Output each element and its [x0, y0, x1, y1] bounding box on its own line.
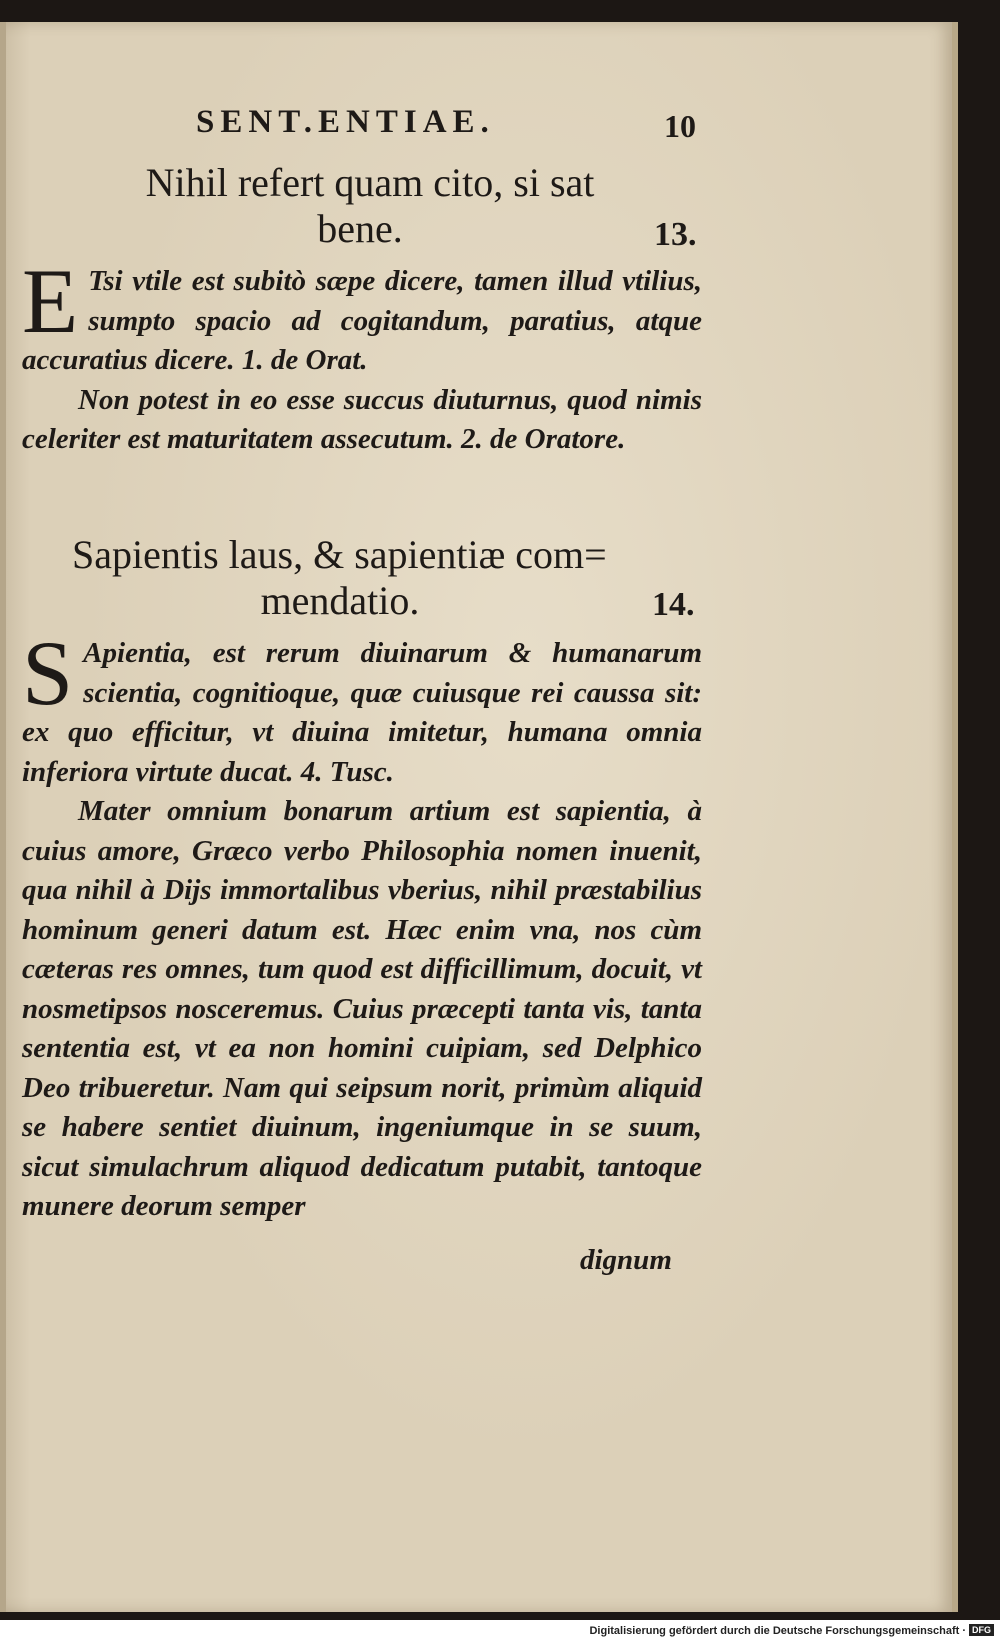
page-number: 10: [664, 108, 696, 144]
dfg-logo: DFG: [969, 1624, 994, 1636]
drop-cap: E: [22, 250, 79, 352]
page-edge: [0, 22, 6, 1612]
heading-line: mendatio.: [260, 578, 420, 623]
section-number: 13.: [654, 216, 697, 253]
paragraph: Mater omnium bonarum artium est sapientia, à cuius amore, Græco verbo Philosophia nomen inuenit, qua nihil à Dijs immortalibus vberius, nihil præstabilius hominum generi datum est. Hæc enim vna, nos cùm cæteras res omnes, tum quod est difficillimum, docuit, vt nosmetipsos nosceremus. Cuius præcepti tanta vis, tanta sententia est, vt ea non homini cuipiam, sed Delphico Deo tribueretur. Nam qui seipsum norit, primùm aliquid se habere sentiet diuinum, ingeniumque in se suum, sicut simulachrum aliquod dedicatum putabit, tantoque munere deorum semper: [22, 795, 702, 1222]
page-header: [0, 104, 952, 148]
drop-cap: S: [22, 622, 74, 724]
paragraph: Non potest in eo esse succus diuturnus, quod nimis celeriter est maturitatem assecutum. 2. de Oratore.: [22, 383, 702, 455]
section-body: [22, 622, 702, 1227]
paragraph-text: Apientia, est rerum diuinarum & humanarum scientia, cognitioque, quæ cuiusque rei caussa sit: ex quo efficitur, vt diuina imitetur, humana omnia inferiora virtute ducat. 4. Tusc.: [22, 637, 702, 788]
paragraph-text: Tsi vtile est subitò sæpe dicere, tamen illud vtilius, sumpto spacio ad cogitandum, paratius, atque accuratius dicere. 1. de Orat.: [22, 265, 702, 376]
running-head: SENT.ENTIAE.: [196, 104, 495, 140]
heading-line: Sapientis laus, & sapientiæ com=: [72, 532, 607, 577]
credit-text: Digitalisierung gefördert durch die Deutsche Forschungsgemeinschaft ·: [589, 1625, 966, 1637]
section-body: [22, 250, 702, 460]
section-number: 14.: [652, 586, 695, 623]
catch-word: dignum: [580, 1244, 672, 1276]
heading-line: bene.: [317, 206, 403, 251]
paragraph: [22, 622, 702, 792]
heading-line: Nihil refert quam cito, si sat: [145, 160, 595, 205]
section-heading: [40, 160, 700, 252]
section-heading: [40, 532, 700, 624]
digitization-credit: [589, 1624, 994, 1637]
paragraph: [22, 250, 702, 381]
